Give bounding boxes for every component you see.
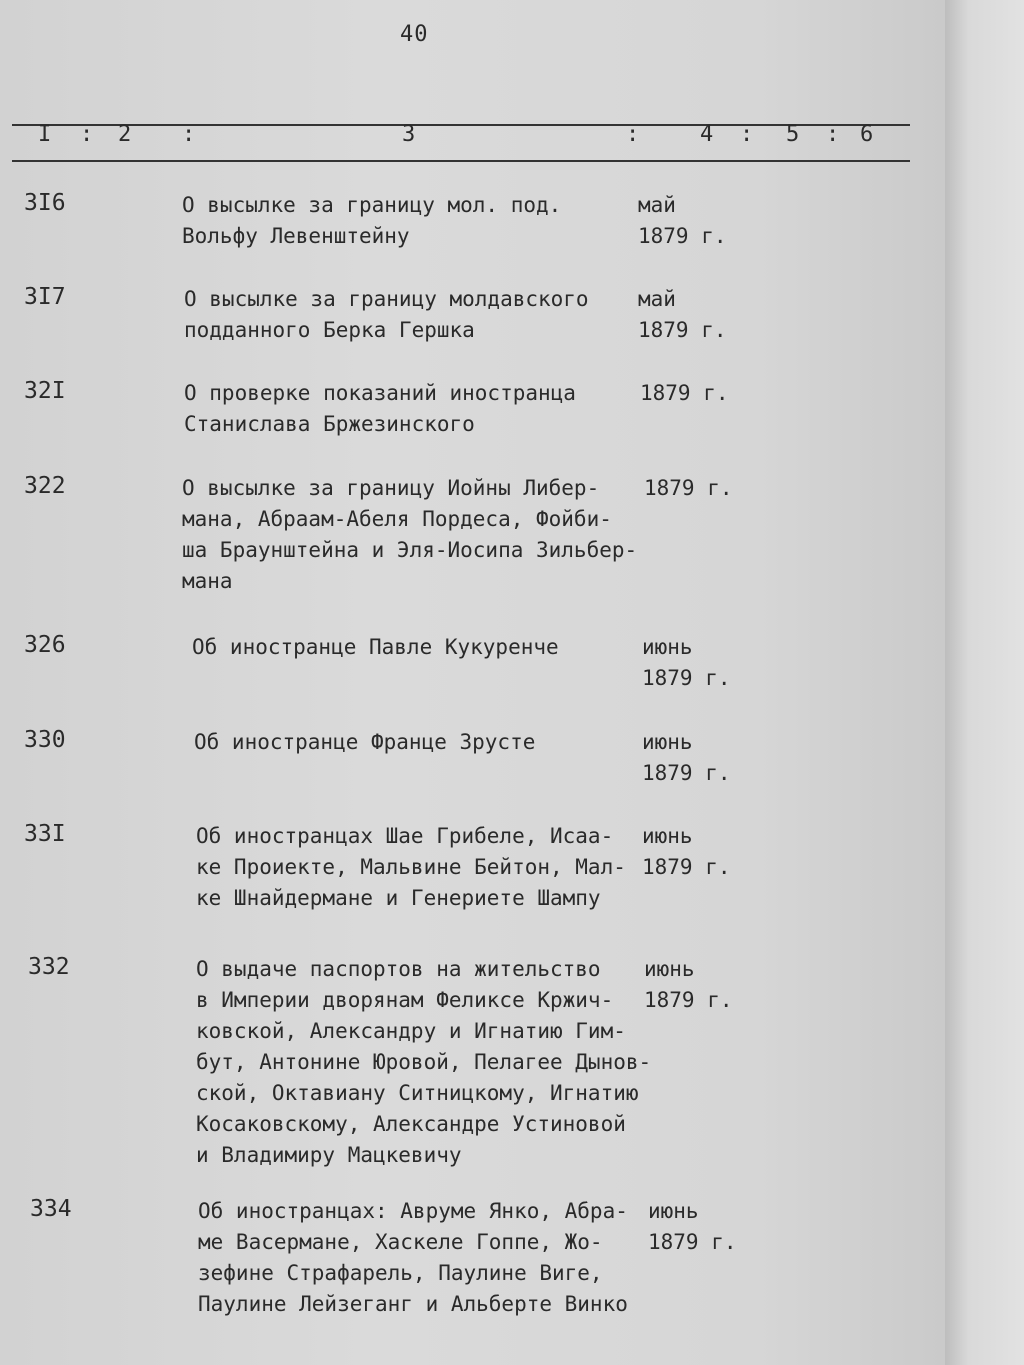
entry-title: О выдаче паспортов на жительство в Империи дворянам Феликсе Кржич- ковской, Александру и Игнатию Гим- бут, Антонине Юровой, Пелагее Дынов- ской, Октавиану Ситницкому, Игнатию Косаковскому, Александре Устиновой и Владимиру Мацкевичу [196, 957, 652, 1167]
entry-number: 3I6 [24, 190, 66, 216]
entry-date: июнь 1879 г. [642, 824, 731, 879]
entry-date: июнь 1879 г. [642, 730, 731, 785]
entry-date: май 1879 г. [638, 287, 727, 342]
entry-title: Об иностранце Павле Кукуренче [192, 635, 559, 659]
entry-title: Об иностранце Франце Зрусте [194, 730, 536, 754]
page-edge [945, 0, 1024, 1365]
entry-number: 334 [30, 1196, 72, 1222]
entry-date: 1879 г. [644, 476, 733, 500]
entry-date: июнь 1879 г. [644, 957, 733, 1012]
entry-date: 1879 г. [640, 381, 729, 405]
col-header-6: 6 [860, 122, 874, 147]
entry-number: 3I7 [24, 284, 66, 310]
entry-number: 32I [24, 378, 66, 404]
col-header-5: 5 [786, 122, 800, 147]
col-header-sep: : [626, 122, 640, 147]
col-header-sep: : [182, 122, 196, 147]
entry-title: Об иностранцах: Авруме Янко, Абра- ме Васермане, Хаскеле Гоппе, Жо- зефине Страфарель, Паулине Виге, Паулине Лейзеганг и Альберте Винко [198, 1199, 628, 1316]
col-header-sep: : [80, 122, 94, 147]
col-header-3: 3 [402, 122, 416, 147]
col-header-sep: : [740, 122, 754, 147]
entry-number: 332 [28, 954, 70, 980]
page-number: 40 [400, 22, 429, 47]
entry-title: Об иностранцах Шае Грибеле, Исаа- ке Проиекте, Мальвине Бейтон, Мал- ке Шнайдермане и Генериете Шампу [196, 824, 626, 910]
col-header-1: I [38, 122, 52, 147]
entry-date: июнь 1879 г. [648, 1199, 737, 1254]
header-rule-bottom [12, 160, 910, 162]
entry-number: 33I [24, 821, 66, 847]
col-header-4: 4 [700, 122, 714, 147]
entry-number: 330 [24, 727, 66, 753]
entry-date: май 1879 г. [638, 193, 727, 248]
entry-title: О проверке показаний иностранца Станислава Бржезинского [184, 381, 576, 436]
entry-number: 326 [24, 632, 66, 658]
entry-title: О высылке за границу молдавского подданного Берка Гершка [184, 287, 589, 342]
col-header-2: 2 [118, 122, 132, 147]
entry-title: О высылке за границу Иойны Либер- мана, Абраам-Абеля Пордеса, Фойби- ша Браунштейна и Эля-Иосипа Зильбер- мана [182, 476, 638, 593]
col-header-sep: : [826, 122, 840, 147]
header-rule-top [12, 124, 910, 126]
entry-number: 322 [24, 473, 66, 499]
entry-date: июнь 1879 г. [642, 635, 731, 690]
entry-title: О высылке за границу мол. под. Вольфу Левенштейну [182, 193, 562, 248]
